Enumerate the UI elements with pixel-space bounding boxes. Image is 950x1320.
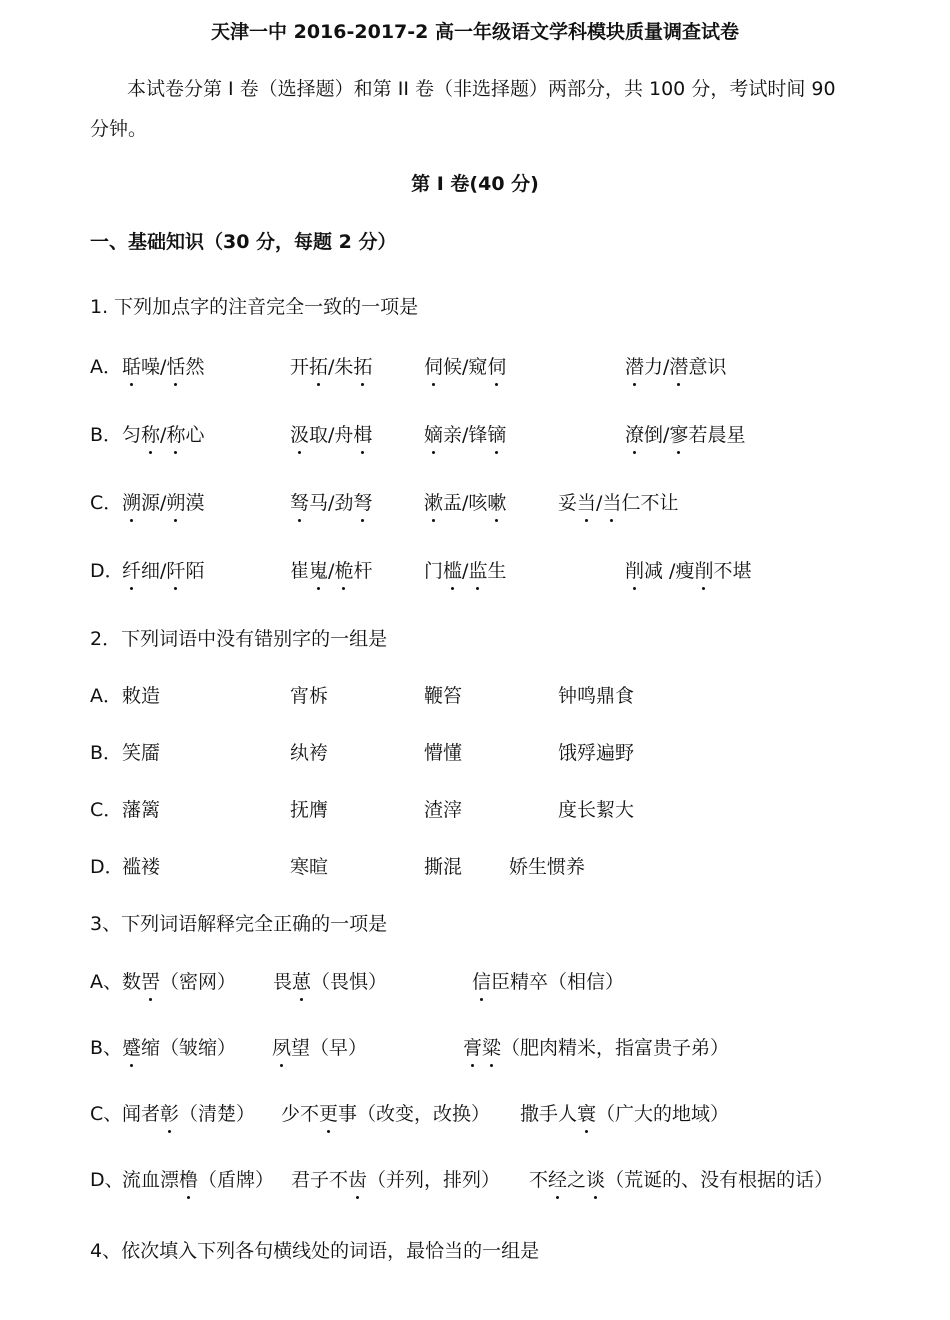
term-definition [291,1165,500,1192]
dotted-char: 橹 [179,1165,198,1192]
dotted-char: 潜 [669,352,688,379]
term-definition [122,1165,274,1192]
word-pair [424,352,506,379]
word-item: 宵柝 [290,685,329,707]
dotted-char: 当 [577,488,596,515]
term-definition [122,1033,236,1060]
text-segment: 倒/ [644,424,670,446]
dotted-char: 嗽 [487,488,506,515]
text-segment: 君子不 [291,1169,349,1191]
option-label: D． [90,560,124,582]
text-segment: 噪/ [141,356,167,378]
text-segment: 减 /瘦 [644,560,695,582]
option-label: A、 [90,971,122,993]
word-pair [558,488,678,515]
word-pair [290,556,372,583]
text-segment: /朱 [328,356,354,378]
word-item: 笑靥 [122,742,161,764]
dotted-char: 楫 [353,420,372,447]
dotted-char: 削 [625,556,644,583]
dotted-char: 阡 [166,556,185,583]
text-segment: 陌 [185,560,205,582]
text-segment: 心 [185,424,205,446]
text-segment: （畏惧） [311,971,388,993]
text-segment: / [596,492,603,514]
text-segment: （荒诞的、没有根据的话） [605,1169,834,1191]
dotted-char: 寰 [577,1099,596,1126]
text-segment: 取/舟 [309,424,354,446]
dotted-char: 拓 [353,352,372,379]
word-item: 钟鸣鼎食 [558,685,635,707]
option-label: A． [90,356,122,378]
dotted-char: 寥 [669,420,688,447]
dotted-char: 桅 [334,556,353,583]
dotted-char: 镝 [487,420,506,447]
dotted-char: 膏 [463,1033,482,1060]
dotted-char: 嫡 [424,420,443,447]
word-pair [122,488,204,515]
text-segment: 亲/锋 [443,424,488,446]
dotted-char: 夙 [272,1033,291,1060]
dotted-char: 驽 [290,488,309,515]
volume-title: 第 I 卷(40 分) [411,173,539,195]
text-segment: 力/ [644,356,670,378]
term-definition [272,1033,367,1060]
dotted-char: 潜 [625,352,644,379]
text-segment: 然 [185,356,205,378]
word-item: 懵懂 [424,742,463,764]
word-item: 渣滓 [424,799,463,821]
word-item: 鞭笞 [424,685,463,707]
text-segment: 缩（皱缩） [141,1037,237,1059]
text-segment: 少不 [281,1103,320,1125]
word-pair [290,488,372,515]
word-pair [424,488,506,515]
dotted-char: 更 [319,1099,338,1126]
dotted-char: 葸 [292,967,311,994]
word-pair [625,420,745,447]
option-label: D． [90,856,124,878]
word-item: 抚膺 [290,799,329,821]
dotted-char: 蹙 [122,1033,141,1060]
dotted-char: 粱 [482,1033,501,1060]
word-item: 敕造 [122,685,161,707]
term-definition [472,967,624,994]
text-segment: / [328,560,335,582]
text-segment: （密网） [160,971,237,993]
text-segment: 畏 [273,971,293,993]
dotted-char: 称 [166,420,185,447]
exam-title: 天津一中 2016-2017-2 高一年级语文学科模块质量调查试卷 [211,21,739,43]
text-segment: 漠 [185,492,205,514]
dotted-char: 恬 [166,352,185,379]
term-definition [520,1099,729,1126]
dotted-char: 伺 [424,352,443,379]
option-label: B、 [90,1037,123,1059]
dotted-char: 齿 [348,1165,367,1192]
text-segment: 候/窥 [443,356,488,378]
text-segment: 撒手人 [520,1103,578,1125]
text-segment: 不 [529,1169,549,1191]
dotted-char: 伺 [487,352,506,379]
text-segment: 细/ [141,560,167,582]
question-1-stem: 1. 下列加点字的注音完全一致的一项是 [90,296,419,318]
term-definition [281,1099,490,1126]
dotted-char: 嵬 [309,556,328,583]
dotted-char: 潦 [625,420,644,447]
option-label: A． [90,685,122,707]
word-item: 撕混 [424,856,463,878]
dotted-char: 彰 [160,1099,179,1126]
word-item: 纨袴 [290,742,329,764]
term-definition [273,967,387,994]
term-definition [529,1165,833,1192]
text-segment: 意识 [688,356,727,378]
dotted-char: 弩 [353,488,372,515]
dotted-char: 汲 [290,420,309,447]
text-segment: （肥肉精米，指富贵子弟） [501,1037,730,1059]
word-pair [122,420,204,447]
text-segment: / [462,560,469,582]
question-3-stem: 3、下列词语解释完全正确的一项是 [90,913,388,935]
word-pair [290,352,372,379]
option-label: B． [90,424,123,446]
dotted-char: 当 [602,488,621,515]
option-label: C． [90,799,123,821]
word-item: 褴褛 [122,856,161,878]
text-segment: （广大的地域） [596,1103,730,1125]
text-segment: 开 [290,356,310,378]
word-pair [290,420,372,447]
dotted-char: 溯 [122,488,141,515]
word-item: 度长絜大 [558,799,635,821]
text-segment: 臣精卒（相信） [491,971,625,993]
text-segment: 生 [487,560,507,582]
text-segment: 数 [122,971,142,993]
option-label: D、 [90,1169,124,1191]
word-item: 饿殍遍野 [558,742,635,764]
dotted-char: 称 [141,420,160,447]
word-pair [625,352,726,379]
term-definition [122,967,236,994]
text-segment: 杆 [353,560,373,582]
word-pair [424,420,506,447]
text-segment: 闻者 [122,1103,161,1125]
text-segment: 事（改变，改换） [338,1103,491,1125]
term-definition [122,1099,255,1126]
term-definition [463,1033,729,1060]
dotted-char: 经 [548,1165,567,1192]
text-segment: 崔 [290,560,310,582]
text-segment: （并列，排列） [367,1169,501,1191]
word-item: 藩篱 [122,799,161,821]
word-item: 寒暄 [290,856,329,878]
text-segment: 不堪 [713,560,752,582]
text-segment: （盾牌） [198,1169,275,1191]
text-segment: 之 [567,1169,587,1191]
text-segment: （清楚） [179,1103,256,1125]
option-label: C． [90,492,123,514]
text-segment: 门 [424,560,444,582]
dotted-char: 监 [468,556,487,583]
option-label: C、 [90,1103,123,1125]
text-segment: 若晨星 [688,424,746,446]
section-title: 一、基础知识（30 分，每题 2 分） [90,231,397,253]
word-item: 娇生惯养 [509,856,586,878]
intro-line-2: 分钟。 [90,118,148,140]
text-segment: 盂/咳 [443,492,488,514]
dotted-char: 漱 [424,488,443,515]
dotted-char: 聒 [122,352,141,379]
dotted-char: 纤 [122,556,141,583]
dotted-char: 拓 [309,352,328,379]
intro-line-1: 本试卷分第 I 卷（选择题）和第 II 卷（非选择题）两部分，共 100 分，考试时间 90 [127,78,836,100]
word-pair [625,556,752,583]
text-segment: 匀 [122,424,142,446]
option-label: B． [90,742,123,764]
dotted-char: 削 [694,556,713,583]
text-segment: 马/劲 [309,492,354,514]
word-pair [122,556,204,583]
dotted-char: 谈 [586,1165,605,1192]
question-4-stem: 4、依次填入下列各句横线处的词语，最恰当的一组是 [90,1240,540,1262]
dotted-char: 槛 [443,556,462,583]
text-segment: 源/ [141,492,167,514]
text-segment: 望（早） [291,1037,368,1059]
word-pair [122,352,204,379]
text-segment: 妥 [558,492,578,514]
dotted-char: 朔 [166,488,185,515]
text-segment: / [160,424,167,446]
question-2-stem: 2．下列词语中没有错别字的一组是 [90,628,388,650]
dotted-char: 信 [472,967,491,994]
text-segment: 流血漂 [122,1169,180,1191]
word-pair [424,556,506,583]
dotted-char: 罟 [141,967,160,994]
text-segment: 仁不让 [621,492,679,514]
